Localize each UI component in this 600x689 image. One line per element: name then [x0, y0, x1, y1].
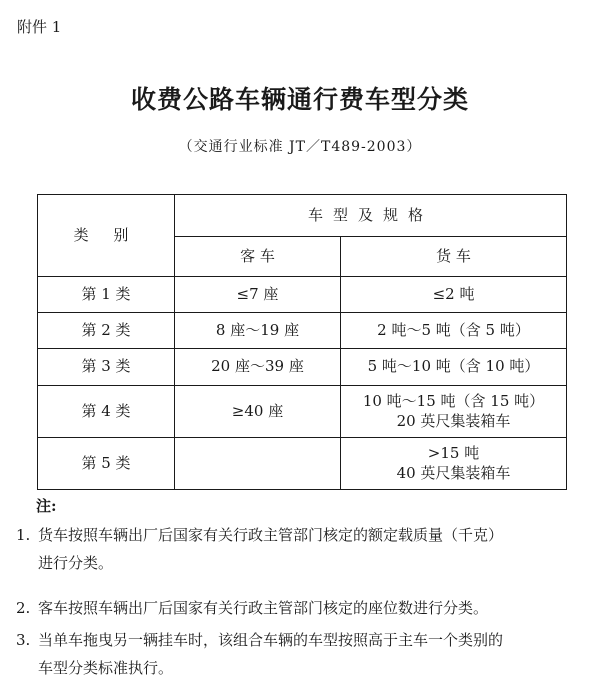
table-row — [38, 438, 567, 490]
note-item: 3. 当单车拖曳另一辆挂车时，该组合车辆的车型按照高于主车一个类别的 车型分类标准执行。 — [16, 631, 504, 677]
row-passenger: ≥40 座 — [175, 386, 341, 438]
header-category: 类 别 — [38, 195, 175, 277]
classification-table — [37, 194, 567, 490]
row-category: 第 5 类 — [38, 438, 175, 490]
row-category: 第 3 类 — [38, 349, 175, 386]
document-subtitle: （交通行业标准 JT／T489-2003） — [178, 139, 422, 155]
row-category: 第 1 类 — [38, 277, 175, 313]
row-truck: >15 吨 40 英尺集装箱车 — [341, 438, 567, 490]
table-row — [38, 386, 567, 438]
row-passenger: 8 座～19 座 — [175, 313, 341, 349]
header-spec: 车型及规格 — [175, 195, 567, 237]
document-title: 收费公路车辆通行费车型分类 — [130, 85, 469, 114]
note-item: 2. 客车按照车辆出厂后国家有关行政主管部门核定的座位数进行分类。 — [16, 599, 489, 617]
attachment-label: 附件 1 — [17, 18, 62, 36]
row-passenger: ≤7 座 — [175, 277, 341, 313]
row-truck: 5 吨～10 吨（含 10 吨） — [341, 349, 567, 386]
note-item: 1. 货车按照车辆出厂后国家有关行政主管部门核定的额定载质量（千克） 进行分类。 — [16, 526, 504, 572]
row-truck: 10 吨～15 吨（含 15 吨） 20 英尺集装箱车 — [341, 386, 567, 438]
row-truck: 2 吨～5 吨（含 5 吨） — [341, 313, 567, 349]
row-category: 第 4 类 — [38, 386, 175, 438]
table-row — [38, 313, 567, 349]
row-truck: ≤2 吨 — [341, 277, 567, 313]
row-passenger — [175, 438, 341, 490]
notes-label: 注: — [36, 497, 57, 515]
header-passenger: 客 车 — [175, 237, 341, 277]
row-category: 第 2 类 — [38, 313, 175, 349]
header-truck: 货 车 — [341, 237, 567, 277]
row-passenger: 20 座～39 座 — [175, 349, 341, 386]
table-row — [38, 349, 567, 386]
table-row — [38, 277, 567, 313]
